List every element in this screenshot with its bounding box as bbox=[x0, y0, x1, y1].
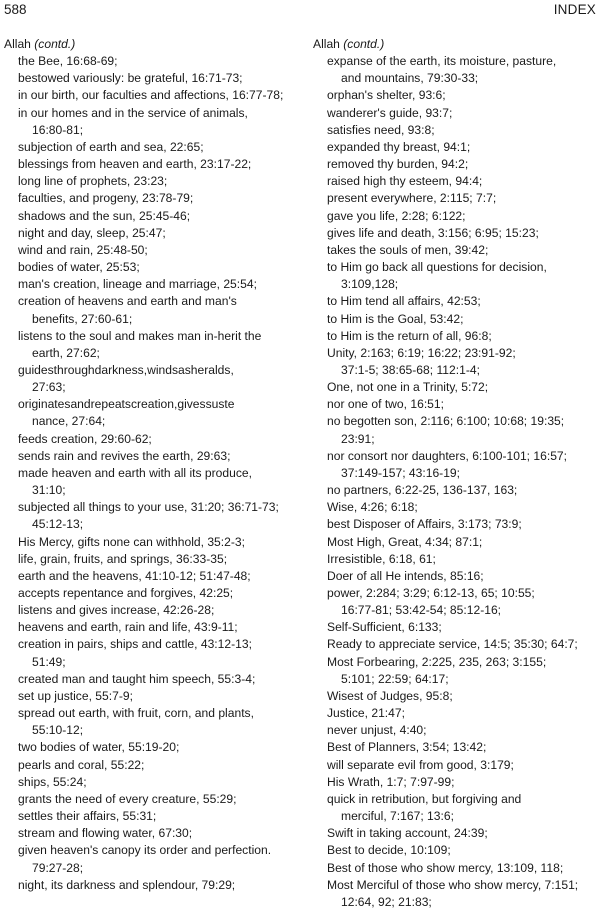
right-index-line: nor consort nor daughters, 6:100-101; 16:57; bbox=[327, 448, 568, 463]
left-heading bbox=[4, 36, 292, 53]
left-index-line: 55:10-12; bbox=[32, 723, 84, 738]
right-index-line: gives life and death, 3:156; 6:95; 15:23; bbox=[327, 225, 539, 240]
left-index-line: listens to the soul and makes man in-herit the bbox=[18, 328, 262, 343]
left-index-line: 16:80-81; bbox=[32, 122, 84, 137]
left-index-line: earth and the heavens, 41:10-12; 51:47-48; bbox=[18, 568, 251, 583]
left-index-line: earth, 27:62; bbox=[32, 345, 100, 360]
right-index-line: wanderer's guide, 93:7; bbox=[327, 105, 453, 120]
right-index-line: 16:77-81; 53:42-54; 85:12-16; bbox=[341, 603, 502, 618]
right-heading-term: Allah bbox=[313, 37, 340, 51]
right-index-line: quick in retribution, but forgiving and bbox=[327, 791, 522, 806]
right-index-line: Swift in taking account, 24:39; bbox=[327, 826, 488, 841]
right-index-line: Best to decide, 10:109; bbox=[327, 843, 451, 858]
right-index-line: to Him is the return of all, 96:8; bbox=[327, 328, 492, 343]
left-index-line: 45:12-13; bbox=[32, 517, 84, 532]
page-number: 588 bbox=[4, 2, 27, 17]
right-index-line: 12:64, 92; 21:83; bbox=[341, 894, 432, 909]
left-index-line: man's creation, lineage and marriage, 25:54; bbox=[18, 277, 257, 292]
right-index-line: One, not one in a Trinity, 5:72; bbox=[327, 380, 489, 395]
right-index-line: nor one of two, 16:51; bbox=[327, 397, 444, 412]
right-heading-contd: (contd.) bbox=[343, 37, 385, 51]
right-index-line: Best of Planners, 3:54; 13:42; bbox=[327, 740, 487, 755]
right-heading bbox=[313, 36, 596, 53]
left-index-line: benefits, 27:60-61; bbox=[32, 311, 133, 326]
left-column bbox=[4, 36, 292, 894]
left-index-line: guidesthroughdarkness,windsasheralds, bbox=[18, 362, 234, 377]
right-index-line: no begotten son, 2:116; 6:100; 10:68; 19:35; bbox=[327, 414, 565, 429]
left-index-line: wind and rain, 25:48-50; bbox=[18, 242, 148, 257]
right-index-line: Most High, Great, 4:34; 87:1; bbox=[327, 534, 483, 549]
right-index-line: Wise, 4:26; 6:18; bbox=[327, 500, 418, 515]
left-index-line: night and day, sleep, 25:47; bbox=[18, 225, 166, 240]
left-index-line: made heaven and earth with all its produce, bbox=[18, 465, 252, 480]
right-index-line: 5:101; 22:59; 64:17; bbox=[341, 671, 449, 686]
right-index-line: raised high thy esteem, 94:4; bbox=[327, 174, 483, 189]
right-index-line: Self-Sufficient, 6:133; bbox=[327, 620, 442, 635]
left-index-line: night, its darkness and splendour, 79:29; bbox=[18, 877, 236, 892]
right-index-line: orphan's shelter, 93:6; bbox=[327, 88, 446, 103]
right-index-line: Unity, 2:163; 6:19; 16:22; 23:91-92; bbox=[327, 345, 516, 360]
right-index-line: 23:91; bbox=[341, 431, 375, 446]
left-index-line: given heaven's canopy its order and perfection. bbox=[18, 843, 272, 858]
right-index-line: to Him tend all affairs, 42:53; bbox=[327, 294, 481, 309]
left-index-line: 27:63; bbox=[32, 380, 66, 395]
left-index-line: nance, 27:64; bbox=[32, 414, 106, 429]
left-heading-contd: (contd.) bbox=[34, 37, 76, 51]
right-index-line: expanded thy breast, 94:1; bbox=[327, 139, 471, 154]
right-index-line: Best of those who show mercy, 13:109, 118; bbox=[327, 860, 564, 875]
right-index-line: Most Forbearing, 2:225, 235, 263; 3:155; bbox=[327, 654, 547, 669]
left-index-line: the Bee, 16:68-69; bbox=[18, 54, 118, 69]
left-index-line: 51:49; bbox=[32, 654, 66, 669]
left-index-line: set up justice, 55:7-9; bbox=[18, 688, 133, 703]
left-index-line: His Mercy, gifts none can withhold, 35:2-3; bbox=[18, 534, 245, 549]
left-index-line: faculties, and progeny, 23:78-79; bbox=[18, 191, 194, 206]
left-index-line: listens and gives increase, 42:26-28; bbox=[18, 603, 215, 618]
left-index-line: settles their affairs, 55:31; bbox=[18, 809, 157, 824]
right-index-line: and mountains, 79:30-33; bbox=[341, 71, 479, 86]
right-index-line: never unjust, 4:40; bbox=[327, 723, 427, 738]
right-index-line: will separate evil from good, 3:179; bbox=[327, 757, 514, 772]
left-index-line: bodies of water, 25:53; bbox=[18, 260, 140, 275]
left-index-line: stream and flowing water, 67:30; bbox=[18, 826, 193, 841]
left-entries bbox=[4, 53, 292, 894]
running-head: INDEX bbox=[553, 2, 596, 17]
left-index-line: pearls and coral, 55:22; bbox=[18, 757, 145, 772]
right-index-line: to Him go back all questions for decision, bbox=[327, 260, 547, 275]
right-index-line: Most Merciful of those who show mercy, 7:151; bbox=[327, 877, 579, 892]
right-index-line: present everywhere, 2:115; 7:7; bbox=[327, 191, 497, 206]
right-index-line: His Wrath, 1:7; 7:97-99; bbox=[327, 774, 455, 789]
left-index-line: subjected all things to your use, 31:20; 36:71-73; bbox=[18, 500, 279, 515]
right-index-line: Wisest of Judges, 95:8; bbox=[327, 688, 453, 703]
left-index-line: grants the need of every creature, 55:29; bbox=[18, 791, 237, 806]
right-index-line: satisfies need, 93:8; bbox=[327, 122, 435, 137]
left-index-line: creation in pairs, ships and cattle, 43:12-13; bbox=[18, 637, 252, 652]
right-index-line: Ready to appreciate service, 14:5; 35:30; 64:7; bbox=[327, 637, 578, 652]
left-heading-term: Allah bbox=[4, 37, 31, 51]
left-index-line: sends rain and revives the earth, 29:63; bbox=[18, 448, 231, 463]
right-index-line: Justice, 21:47; bbox=[327, 706, 405, 721]
right-index-line: merciful, 7:167; 13:6; bbox=[341, 809, 454, 824]
left-index-line: accepts repentance and forgives, 42:25; bbox=[18, 586, 234, 600]
right-index-line: takes the souls of men, 39:42; bbox=[327, 242, 489, 257]
right-index-line: best Disposer of Affairs, 3:173; 73:9; bbox=[327, 517, 522, 532]
right-index-line: no partners, 6:22-25, 136-137, 163; bbox=[327, 483, 518, 498]
left-index-line: long line of prophets, 23:23; bbox=[18, 174, 168, 189]
left-index-line: spread out earth, with fruit, corn, and plants, bbox=[18, 706, 254, 721]
left-index-line: bestowed variously: be grateful, 16:71-73; bbox=[18, 71, 243, 86]
right-entries bbox=[313, 53, 596, 911]
left-index-line: 79:27-28; bbox=[32, 860, 84, 875]
left-index-line: shadows and the sun, 25:45-46; bbox=[18, 208, 191, 223]
left-index-line: originatesandrepeatscreation,givessuste bbox=[18, 397, 235, 412]
left-index-line: two bodies of water, 55:19-20; bbox=[18, 740, 180, 755]
right-column bbox=[313, 36, 596, 911]
right-index-line: expanse of the earth, its moisture, pasture, bbox=[327, 54, 557, 69]
left-index-line: creation of heavens and earth and man's bbox=[18, 294, 237, 309]
left-index-line: blessings from heaven and earth, 23:17-22; bbox=[18, 157, 252, 172]
left-index-line: ships, 55:24; bbox=[18, 774, 87, 789]
right-index-line: Doer of all He intends, 85:16; bbox=[327, 568, 484, 583]
right-index-line: to Him is the Goal, 53:42; bbox=[327, 311, 464, 326]
right-index-line: power, 2:284; 3:29; 6:12-13, 65; 10:55; bbox=[327, 586, 535, 600]
left-index-line: feeds creation, 29:60-62; bbox=[18, 431, 152, 446]
right-index-line: 37:149-157; 43:16-19; bbox=[341, 465, 461, 480]
left-index-line: heavens and earth, rain and life, 43:9-11; bbox=[18, 620, 238, 635]
right-index-line: Irresistible, 6:18, 61; bbox=[327, 551, 436, 566]
left-index-line: created man and taught him speech, 55:3-4; bbox=[18, 671, 256, 686]
right-index-line: removed thy burden, 94:2; bbox=[327, 157, 469, 172]
left-index-line: 31:10; bbox=[32, 483, 66, 498]
left-index-line: subjection of earth and sea, 22:65; bbox=[18, 139, 204, 154]
right-index-line: gave you life, 2:28; 6:122; bbox=[327, 208, 466, 223]
page-header bbox=[4, 2, 596, 22]
right-index-line: 3:109,128; bbox=[341, 277, 399, 292]
left-index-line: in our birth, our faculties and affections, 16:77-78; bbox=[18, 88, 284, 103]
right-index-line: 37:1-5; 38:65-68; 112:1-4; bbox=[341, 362, 480, 377]
left-index-line: life, grain, fruits, and springs, 36:33-35; bbox=[18, 551, 228, 566]
left-index-line: in our homes and in the service of animals, bbox=[18, 105, 248, 120]
